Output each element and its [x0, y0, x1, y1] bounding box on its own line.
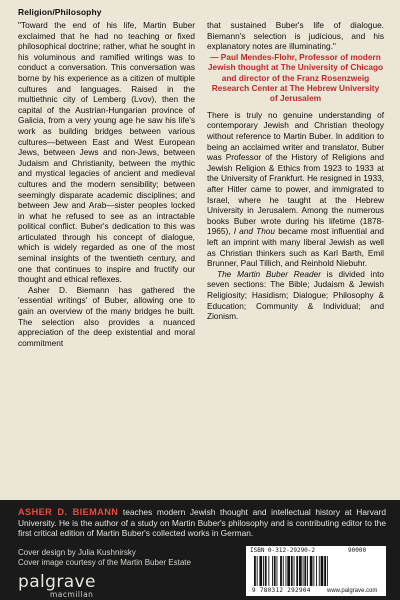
barcode-bar	[304, 556, 306, 586]
right-column	[207, 20, 384, 322]
barcode-bar	[291, 556, 293, 586]
barcode-bar	[299, 556, 302, 586]
barcode-bar	[294, 556, 295, 586]
quote-continuation: Asher D. Biemann has gathered the 'essential writings' of Buber, allowing one to gain an overview of the many bridges he built. The selection also provides a nuanced appreciation of the deep existential and moral commitment	[18, 284, 195, 348]
cover-design-credit: Cover design by Julia Kushnirsky	[18, 548, 136, 557]
price-code: 90000	[348, 547, 367, 554]
category-label: Religion/Philosophy	[18, 7, 102, 17]
barcode-bar	[307, 556, 308, 586]
quote-ending: that sustained Buber's life of dialogue. Biemann's selection is judicious, and his explanatory notes are illuminating."	[207, 20, 384, 52]
barcode-bar	[265, 556, 267, 586]
barcode-bar	[254, 556, 256, 586]
barcode-bar	[287, 556, 290, 586]
ean-number: 9 780312 292904	[252, 587, 311, 594]
left-column	[18, 20, 195, 348]
barcode-bar	[316, 556, 317, 586]
barcode-bar	[272, 556, 273, 586]
barcode-bar	[283, 556, 284, 586]
barcode-bar	[303, 556, 304, 586]
author-bio: ASHER D. BIEMANN teaches modern Jewish thought and intellectual history at Harvard University. He is the author of a study on Martin Buber's philosophy and is contributing editor to the first critical edition of Martin Buber's collected works in German.	[18, 507, 387, 539]
barcode-bar	[296, 556, 298, 586]
cover-image-credit: Cover image courtesy of the Martin Buber Estate	[18, 558, 191, 567]
publisher-logo: palgrave macmillan	[18, 572, 96, 599]
barcode-bar	[263, 556, 264, 586]
barcode-bar	[313, 556, 314, 586]
author-name: ASHER D. BIEMANN	[18, 507, 119, 517]
isbn-text: ISBN 0-312-29290-2	[250, 547, 316, 554]
barcode-bar	[324, 556, 326, 586]
barcode-bar	[257, 556, 258, 586]
barcode-bar	[286, 556, 287, 586]
publisher-url: www.palgrave.com	[327, 588, 378, 594]
barcode-bar	[259, 556, 262, 586]
barcode-bar	[321, 556, 324, 586]
barcode-bar	[268, 556, 269, 586]
barcode-bar	[319, 556, 320, 586]
barcode-bar	[327, 556, 328, 586]
cover-credits	[18, 548, 191, 568]
quote-paragraph: "Toward the end of his life, Martin Buber exclaimed that he had no teaching or fixed philosophical doctrine; rather, what he sought in his voluminous and ramified writings was to conduct a conversation. This conversation was borne by his experience as a citizen of multiple cultures and languages. Raised in the multiethnic city of Lemberg (Lvov), then the capital of the Austrian-Hungarian province of Galicia, from a very young age he saw his life's work as building bridges between various cultures—between East and West European Jews, between Jews and non-Jews, between Judaism and Christianity, between the mythic and mystical legacies of ancient and medieval cultures and the modern sensibility; between seemingly disparate academic disciplines; and between Jew and Arab—sister peoples locked in what he refused to see as an intractable political conflict. Buber's dedication to this was articulated through his concept of dialogue, which is widely regarded as one of the most seminal insights of the twentieth century, and one that continues to inspire and fructify our thought and ethical reflexes.	[18, 20, 195, 285]
description-paragraph: There is truly no genuine understanding of contemporary Jewish and Christian theology without reference to Martin Buber. In addition to being an acclaimed writer and translator, Buber was Professor of the History of Religions and Jewish Religion & Ethics from 1923 to 1933 at the University of Frankfurt. He resigned in 1933, after Hitler came to power, and immigrated to Israel, where he taught at the Hebrew University in Jerusalem. Among the numerous books Buber wrote during his lifetime (1878-1965), I and Thou became most influential and left an imprint with many liberal Jewish as well as Christian thinkers such as Karl Barth, Emil Brunner, Paul Tillich, and Reinhold Niebuhr.	[207, 109, 385, 269]
barcode-bar	[274, 556, 276, 586]
barcode-bar	[277, 556, 278, 586]
barcode-bar	[280, 556, 282, 586]
barcode-bar	[310, 556, 313, 586]
book-title-i-and-thou: I and Thou	[233, 226, 276, 237]
barcode-image	[252, 556, 382, 586]
sections-paragraph: The Martin Buber Reader is divided into seven sections: The Bible; Judaism & Jewish Religiosity; Hasidism; Dialogue; Philosophy & Education; Community & Individual; and Zionism.	[207, 268, 384, 322]
quote-attribution: — Paul Mendes-Flohr, Professor of modern Jewish thought at The University of Chicago and director of the Franz Rosenzweig Research Center at The Hebrew University of Jerusalem	[207, 51, 384, 104]
book-title-reader: The Martin Buber Reader	[217, 268, 322, 279]
